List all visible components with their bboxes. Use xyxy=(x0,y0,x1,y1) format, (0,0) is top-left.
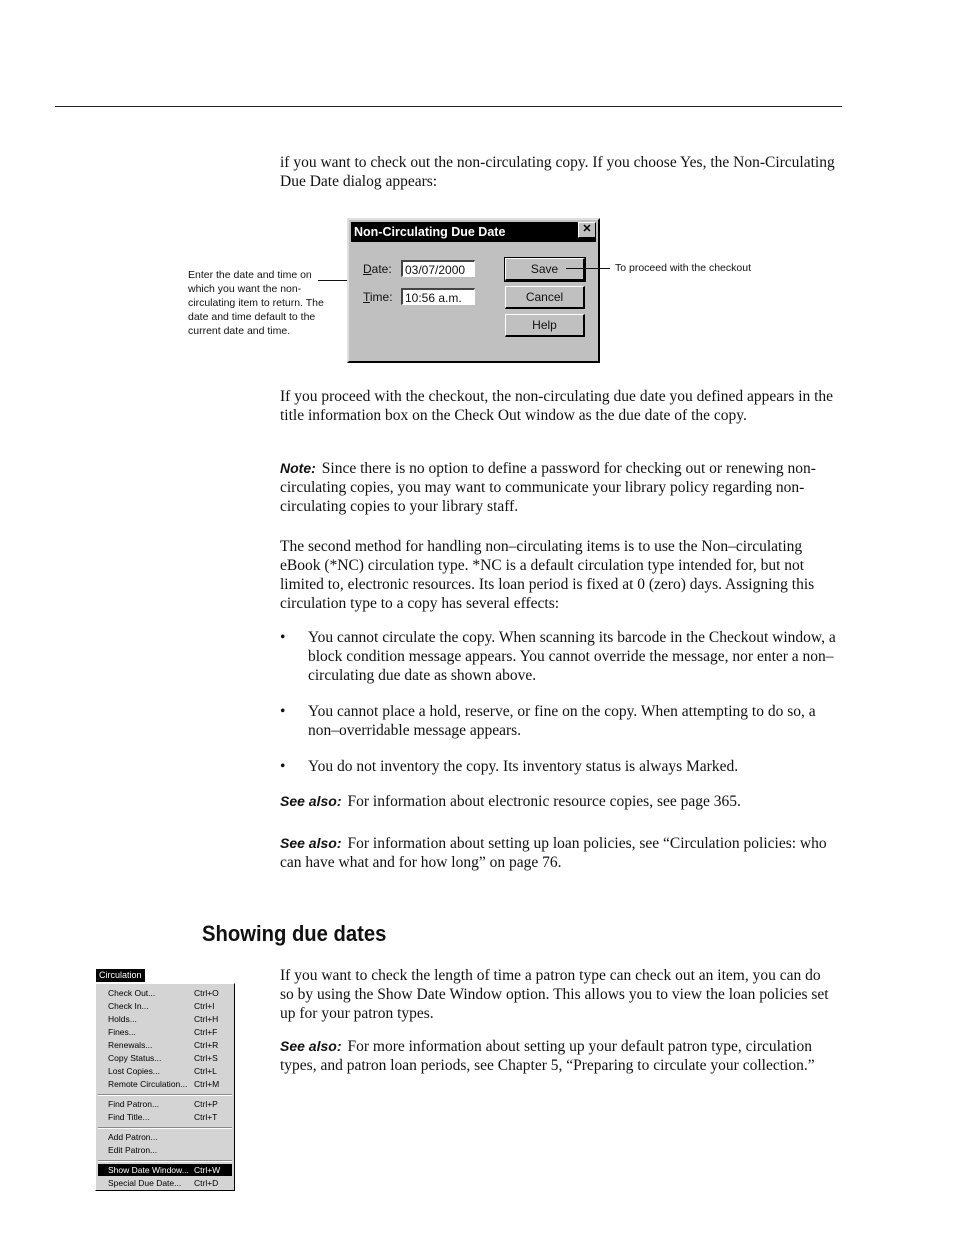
see-also-label: See also: xyxy=(280,1038,342,1054)
bullet-glyph: • xyxy=(280,703,286,720)
menu-item-fines[interactable]: Fines... Ctrl+F xyxy=(108,1027,218,1037)
menu-item-check-out[interactable]: Check Out... Ctrl+O xyxy=(108,988,219,998)
bullet-item xyxy=(280,628,840,685)
menu-separator xyxy=(98,1094,232,1096)
see-also-electronic: See also: For information about electronic resource copies, see page 365. xyxy=(280,793,741,810)
menu-item-lost-copies[interactable]: Lost Copies... Ctrl+L xyxy=(108,1066,217,1076)
menu-item-renewals[interactable]: Renewals... Ctrl+R xyxy=(108,1040,219,1050)
see-also-patron-types: See also: For more information about setting up your default patron type, circulation types, and patron loan periods, see Chapter 5, “Preparing to circulate your collection.” xyxy=(280,1038,815,1074)
menu-separator xyxy=(98,1160,232,1162)
menu-title-circulation[interactable]: Circulation xyxy=(96,969,145,982)
dialog-title: Non-Circulating Due Date xyxy=(351,222,596,242)
bullet-glyph: • xyxy=(280,758,286,775)
menu-item-edit-patron[interactable]: Edit Patron... xyxy=(108,1145,158,1155)
date-input[interactable]: 03/07/2000 xyxy=(401,260,475,277)
note-text: Since there is no option to define a password for checking out or renewing non-circulating copies, you may want to communicate your library policy regarding non-circulating copies to your library staff. xyxy=(280,460,816,515)
callout-leader-right xyxy=(566,268,610,269)
header-rule xyxy=(55,106,842,107)
cancel-button[interactable]: Cancel xyxy=(505,286,585,309)
second-method-paragraph: The second method for handling non–circulating items is to use the Non–circulating eBook (*NC) circulation type. *NC is a default circulation type intended for, but not limited to, electronic resources. Its loan period is fixed at 0 (zero) days. Assigning this circulation type to a copy has several effects: xyxy=(280,538,815,612)
menu-separator xyxy=(98,1127,232,1129)
menu-item-copy-status[interactable]: Copy Status... Ctrl+S xyxy=(108,1053,218,1063)
close-icon[interactable]: ✕ xyxy=(578,222,596,238)
menu-item-find-title[interactable]: Find Title... Ctrl+T xyxy=(108,1112,218,1122)
section-heading: Showing due dates xyxy=(202,921,387,946)
see-also-label: See also: xyxy=(280,793,342,809)
circulation-menu xyxy=(95,983,235,1191)
see-also-loan-policies: See also: For information about setting up loan policies, see “Circulation policies: who can have what and for how long” on page 76. xyxy=(280,835,827,871)
proceed-paragraph: If you proceed with the checkout, the non-circulating due date you defined appears in the title information box on the Check Out window as the due date of the copy. xyxy=(280,388,834,424)
menu-item-remote-circulation[interactable]: Remote Circulation... Ctrl+M xyxy=(108,1079,220,1089)
help-button[interactable]: Help xyxy=(505,314,585,337)
time-label: Time: xyxy=(363,290,393,304)
intro-paragraph: if you want to check out the non-circulating copy. If you choose Yes, the Non-Circulating Due Date dialog appears: xyxy=(280,154,835,190)
note xyxy=(280,459,840,516)
bullet-text: You cannot place a hold, reserve, or fine on the copy. When attempting to do so, a non–overridable message appears. xyxy=(308,703,816,739)
save-button[interactable]: Save xyxy=(505,258,585,281)
menu-item-add-patron[interactable]: Add Patron... xyxy=(108,1132,158,1142)
callout-date-time: Enter the date and time on which you want the non-circulating item to return. The date and time default to the current date and time. xyxy=(188,269,324,337)
see-also-label: See also: xyxy=(280,835,342,851)
bullet-text: You do not inventory the copy. Its inventory status is always Marked. xyxy=(308,758,739,775)
non-circulating-due-date-dialog xyxy=(347,218,600,363)
menu-item-check-in[interactable]: Check In... Ctrl+I xyxy=(108,1001,215,1011)
menu-item-find-patron[interactable]: Find Patron... Ctrl+P xyxy=(108,1099,218,1109)
show-date-paragraph: If you want to check the length of time a patron type can check out an item, you can do so by using the Show Date Window option. This allows you to view the loan policies set up for your patron types. xyxy=(280,967,829,1022)
callout-save: To proceed with the checkout xyxy=(615,262,751,274)
menu-item-holds[interactable]: Holds... Ctrl+H xyxy=(108,1014,219,1024)
bullet-item xyxy=(280,702,840,740)
note-label: Note: xyxy=(280,460,316,476)
time-input[interactable]: 10:56 a.m. xyxy=(401,288,475,305)
bullet-item xyxy=(280,757,840,776)
bullet-glyph: • xyxy=(280,629,286,646)
menu-item-show-date-window[interactable]: Show Date Window... Ctrl+W xyxy=(98,1164,232,1176)
menu-item-special-due-date[interactable]: Special Due Date... Ctrl+D xyxy=(108,1178,219,1188)
date-label: Date: xyxy=(363,262,392,276)
bullet-text: You cannot circulate the copy. When scanning its barcode in the Checkout window, a block condition message appears. You cannot override the message, nor enter a non–circulating due date as shown above. xyxy=(308,629,836,684)
